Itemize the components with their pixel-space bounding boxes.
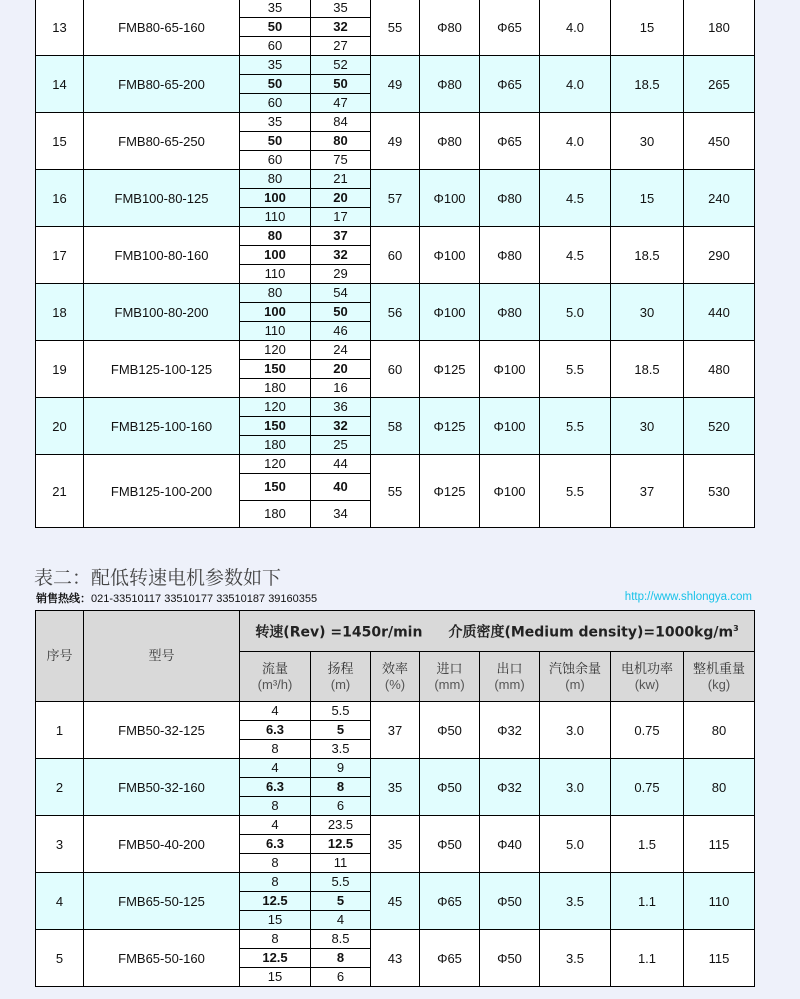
cell-npsh: 4.0 [540, 0, 611, 56]
cell-head: 8.5 [311, 930, 371, 949]
cell-outlet: Φ80 [480, 227, 540, 284]
cell-flow: 8 [240, 797, 311, 816]
cell-npsh: 3.5 [540, 930, 611, 987]
cell-head: 8 [311, 778, 371, 797]
cell-npsh: 4.0 [540, 113, 611, 170]
cell-weight: 265 [684, 56, 755, 113]
cell-flow: 4 [240, 759, 311, 778]
cell-weight: 450 [684, 113, 755, 170]
cell-eff: 37 [371, 702, 420, 759]
cell-head: 50 [311, 75, 371, 94]
cell-npsh: 5.5 [540, 398, 611, 455]
cell-inlet: Φ100 [420, 284, 480, 341]
cell-no: 13 [36, 0, 84, 56]
cell-model: FMB100-80-160 [84, 227, 240, 284]
cell-weight: 180 [684, 0, 755, 56]
cell-head: 6 [311, 968, 371, 987]
cell-head: 84 [311, 113, 371, 132]
cell-head: 47 [311, 94, 371, 113]
cell-power: 15 [611, 0, 684, 56]
cell-flow: 6.3 [240, 721, 311, 740]
cell-model: FMB125-100-160 [84, 398, 240, 455]
cell-flow: 35 [240, 0, 311, 18]
cell-flow: 110 [240, 265, 311, 284]
cell-flow: 80 [240, 170, 311, 189]
cell-head: 16 [311, 379, 371, 398]
cell-power: 18.5 [611, 341, 684, 398]
cell-flow: 110 [240, 322, 311, 341]
cell-outlet: Φ32 [480, 702, 540, 759]
cell-inlet: Φ50 [420, 816, 480, 873]
cell-inlet: Φ125 [420, 341, 480, 398]
cell-model: FMB100-80-200 [84, 284, 240, 341]
cell-head: 75 [311, 151, 371, 170]
table-row [36, 759, 755, 778]
cell-flow: 120 [240, 341, 311, 360]
cell-head: 11 [311, 854, 371, 873]
cell-model: FMB80-65-160 [84, 0, 240, 56]
cell-npsh: 5.0 [540, 284, 611, 341]
cell-eff: 35 [371, 759, 420, 816]
cell-model: FMB125-100-125 [84, 341, 240, 398]
cell-weight: 520 [684, 398, 755, 455]
cell-eff: 49 [371, 56, 420, 113]
cell-weight: 440 [684, 284, 755, 341]
cell-npsh: 3.0 [540, 702, 611, 759]
cell-head: 32 [311, 18, 371, 37]
cell-no: 17 [36, 227, 84, 284]
cell-flow: 150 [240, 417, 311, 436]
cell-eff: 43 [371, 930, 420, 987]
cell-inlet: Φ80 [420, 0, 480, 56]
cell-flow: 60 [240, 151, 311, 170]
cell-head: 4 [311, 911, 371, 930]
cell-flow: 180 [240, 501, 311, 528]
cell-weight: 110 [684, 873, 755, 930]
header-density: 介质密度(Medium density)=1000kg/m [448, 624, 734, 641]
cell-flow: 50 [240, 18, 311, 37]
cell-no: 16 [36, 170, 84, 227]
cell-eff: 55 [371, 455, 420, 528]
cell-outlet: Φ100 [480, 398, 540, 455]
cell-weight: 115 [684, 816, 755, 873]
cell-power: 30 [611, 113, 684, 170]
cell-flow: 35 [240, 113, 311, 132]
cell-head: 17 [311, 208, 371, 227]
cell-no: 5 [36, 930, 84, 987]
cell-npsh: 5.5 [540, 341, 611, 398]
cell-head: 20 [311, 189, 371, 208]
cell-inlet: Φ100 [420, 227, 480, 284]
sales-hotline [36, 590, 317, 606]
table-row [36, 341, 755, 360]
cell-head: 27 [311, 37, 371, 56]
cell-power: 0.75 [611, 759, 684, 816]
cell-head: 46 [311, 322, 371, 341]
table-row [36, 227, 755, 246]
cell-weight: 530 [684, 455, 755, 528]
table-row [36, 0, 755, 18]
cell-head: 52 [311, 56, 371, 75]
cell-flow: 12.5 [240, 892, 311, 911]
cell-flow: 8 [240, 930, 311, 949]
cell-head: 32 [311, 246, 371, 265]
cell-no: 14 [36, 56, 84, 113]
cell-power: 30 [611, 398, 684, 455]
cell-flow: 4 [240, 816, 311, 835]
cell-flow: 15 [240, 968, 311, 987]
cell-head: 5.5 [311, 702, 371, 721]
cell-head: 21 [311, 170, 371, 189]
cell-flow: 60 [240, 37, 311, 56]
cell-head: 36 [311, 398, 371, 417]
cell-flow: 6.3 [240, 778, 311, 797]
cell-outlet: Φ32 [480, 759, 540, 816]
cell-flow: 4 [240, 702, 311, 721]
cell-flow: 15 [240, 911, 311, 930]
table-row [36, 170, 755, 189]
table-row [36, 930, 755, 949]
cell-inlet: Φ100 [420, 170, 480, 227]
cell-eff: 45 [371, 873, 420, 930]
cell-head: 5 [311, 892, 371, 911]
cell-no: 18 [36, 284, 84, 341]
cell-power: 18.5 [611, 56, 684, 113]
table-row [36, 816, 755, 835]
cell-eff: 49 [371, 113, 420, 170]
cell-inlet: Φ65 [420, 873, 480, 930]
cell-outlet: Φ100 [480, 341, 540, 398]
cell-outlet: Φ65 [480, 56, 540, 113]
header-no: 序号 [36, 611, 84, 702]
cell-inlet: Φ50 [420, 702, 480, 759]
cell-inlet: Φ125 [420, 398, 480, 455]
cell-head: 12.5 [311, 835, 371, 854]
hotline-label: 销售热线： [36, 593, 91, 605]
cell-flow: 12.5 [240, 949, 311, 968]
cell-no: 21 [36, 455, 84, 528]
cell-eff: 35 [371, 816, 420, 873]
website-link[interactable]: http://www.shlongya.com [624, 591, 752, 603]
cell-power: 1.1 [611, 873, 684, 930]
cell-outlet: Φ100 [480, 455, 540, 528]
cell-model: FMB65-50-160 [84, 930, 240, 987]
header-efficiency: 效率 (%) [371, 652, 420, 702]
cell-weight: 480 [684, 341, 755, 398]
header-outlet: 出口 (mm) [480, 652, 540, 702]
pump-spec-table-2 [35, 610, 755, 987]
cell-outlet: Φ65 [480, 113, 540, 170]
header-inlet: 进口 (mm) [420, 652, 480, 702]
table-row [36, 455, 755, 474]
cell-outlet: Φ50 [480, 930, 540, 987]
cell-weight: 115 [684, 930, 755, 987]
cell-model: FMB80-65-250 [84, 113, 240, 170]
cell-eff: 57 [371, 170, 420, 227]
cell-flow: 80 [240, 284, 311, 303]
cell-power: 15 [611, 170, 684, 227]
table-row [36, 702, 755, 721]
cell-head: 20 [311, 360, 371, 379]
cell-head: 44 [311, 455, 371, 474]
cell-flow: 8 [240, 873, 311, 892]
cell-flow: 120 [240, 455, 311, 474]
cell-npsh: 4.5 [540, 227, 611, 284]
cell-model: FMB50-40-200 [84, 816, 240, 873]
cell-head: 37 [311, 227, 371, 246]
cell-outlet: Φ50 [480, 873, 540, 930]
cell-npsh: 4.0 [540, 56, 611, 113]
cell-head: 40 [311, 474, 371, 501]
cell-power: 18.5 [611, 227, 684, 284]
cell-power: 37 [611, 455, 684, 528]
cell-eff: 58 [371, 398, 420, 455]
cell-power: 1.5 [611, 816, 684, 873]
cell-flow: 100 [240, 246, 311, 265]
cell-outlet: Φ65 [480, 0, 540, 56]
cell-npsh: 5.0 [540, 816, 611, 873]
cell-power: 0.75 [611, 702, 684, 759]
cell-power: 30 [611, 284, 684, 341]
cell-head: 5.5 [311, 873, 371, 892]
cell-npsh: 3.0 [540, 759, 611, 816]
cell-flow: 110 [240, 208, 311, 227]
cell-model: FMB50-32-160 [84, 759, 240, 816]
header-density-sup: 3 [733, 624, 739, 634]
cell-head: 25 [311, 436, 371, 455]
cell-flow: 60 [240, 94, 311, 113]
cell-eff: 55 [371, 0, 420, 56]
table-row [36, 284, 755, 303]
cell-outlet: Φ80 [480, 284, 540, 341]
cell-head: 50 [311, 303, 371, 322]
cell-flow: 35 [240, 56, 311, 75]
cell-eff: 60 [371, 341, 420, 398]
header-model: 型号 [84, 611, 240, 702]
cell-inlet: Φ65 [420, 930, 480, 987]
cell-weight: 240 [684, 170, 755, 227]
cell-head: 24 [311, 341, 371, 360]
cell-head: 80 [311, 132, 371, 151]
cell-head: 35 [311, 0, 371, 18]
cell-npsh: 4.5 [540, 170, 611, 227]
cell-model: FMB80-65-200 [84, 56, 240, 113]
cell-outlet: Φ40 [480, 816, 540, 873]
cell-no: 3 [36, 816, 84, 873]
cell-inlet: Φ80 [420, 56, 480, 113]
header-conditions [240, 611, 755, 652]
cell-head: 29 [311, 265, 371, 284]
cell-inlet: Φ125 [420, 455, 480, 528]
cell-eff: 56 [371, 284, 420, 341]
cell-no: 1 [36, 702, 84, 759]
cell-model: FMB125-100-200 [84, 455, 240, 528]
hotline-numbers: 021-33510117 33510177 33510187 39160355 [91, 593, 318, 605]
cell-outlet: Φ80 [480, 170, 540, 227]
cell-no: 2 [36, 759, 84, 816]
cell-head: 8 [311, 949, 371, 968]
cell-no: 4 [36, 873, 84, 930]
cell-head: 34 [311, 501, 371, 528]
header-head: 扬程 (m) [311, 652, 371, 702]
cell-eff: 60 [371, 227, 420, 284]
cell-flow: 80 [240, 227, 311, 246]
section-title: 表二：配低转速电机参数如下 [34, 567, 282, 589]
cell-no: 15 [36, 113, 84, 170]
cell-model: FMB100-80-125 [84, 170, 240, 227]
cell-model: FMB50-32-125 [84, 702, 240, 759]
cell-head: 9 [311, 759, 371, 778]
cell-no: 19 [36, 341, 84, 398]
cell-model: FMB65-50-125 [84, 873, 240, 930]
cell-flow: 8 [240, 740, 311, 759]
cell-head: 54 [311, 284, 371, 303]
cell-flow: 50 [240, 132, 311, 151]
cell-flow: 180 [240, 436, 311, 455]
cell-flow: 8 [240, 854, 311, 873]
cell-inlet: Φ80 [420, 113, 480, 170]
cell-head: 23.5 [311, 816, 371, 835]
header-power: 电机功率 (kw) [611, 652, 684, 702]
header-npsh: 汽蚀余量 (m) [540, 652, 611, 702]
cell-head: 5 [311, 721, 371, 740]
cell-head: 6 [311, 797, 371, 816]
cell-flow: 180 [240, 379, 311, 398]
cell-flow: 50 [240, 75, 311, 94]
cell-power: 1.1 [611, 930, 684, 987]
cell-head: 32 [311, 417, 371, 436]
header-rev: 转速(Rev) =1450r/min [255, 624, 423, 641]
table-row [36, 398, 755, 417]
cell-weight: 290 [684, 227, 755, 284]
cell-weight: 80 [684, 702, 755, 759]
cell-flow: 100 [240, 303, 311, 322]
header-flow: 流量 (m³/h) [240, 652, 311, 702]
table-row [36, 113, 755, 132]
table-row [36, 56, 755, 75]
table-2-body [36, 702, 755, 987]
table-1-body [36, 0, 755, 528]
cell-head: 3.5 [311, 740, 371, 759]
cell-weight: 80 [684, 759, 755, 816]
cell-inlet: Φ50 [420, 759, 480, 816]
cell-flow: 150 [240, 474, 311, 501]
table-row [36, 873, 755, 892]
cell-npsh: 3.5 [540, 873, 611, 930]
cell-no: 20 [36, 398, 84, 455]
cell-npsh: 5.5 [540, 455, 611, 528]
cell-flow: 6.3 [240, 835, 311, 854]
pump-spec-table-1 [35, 0, 755, 528]
cell-flow: 150 [240, 360, 311, 379]
cell-flow: 120 [240, 398, 311, 417]
cell-flow: 100 [240, 189, 311, 208]
header-weight: 整机重量 (kg) [684, 652, 755, 702]
